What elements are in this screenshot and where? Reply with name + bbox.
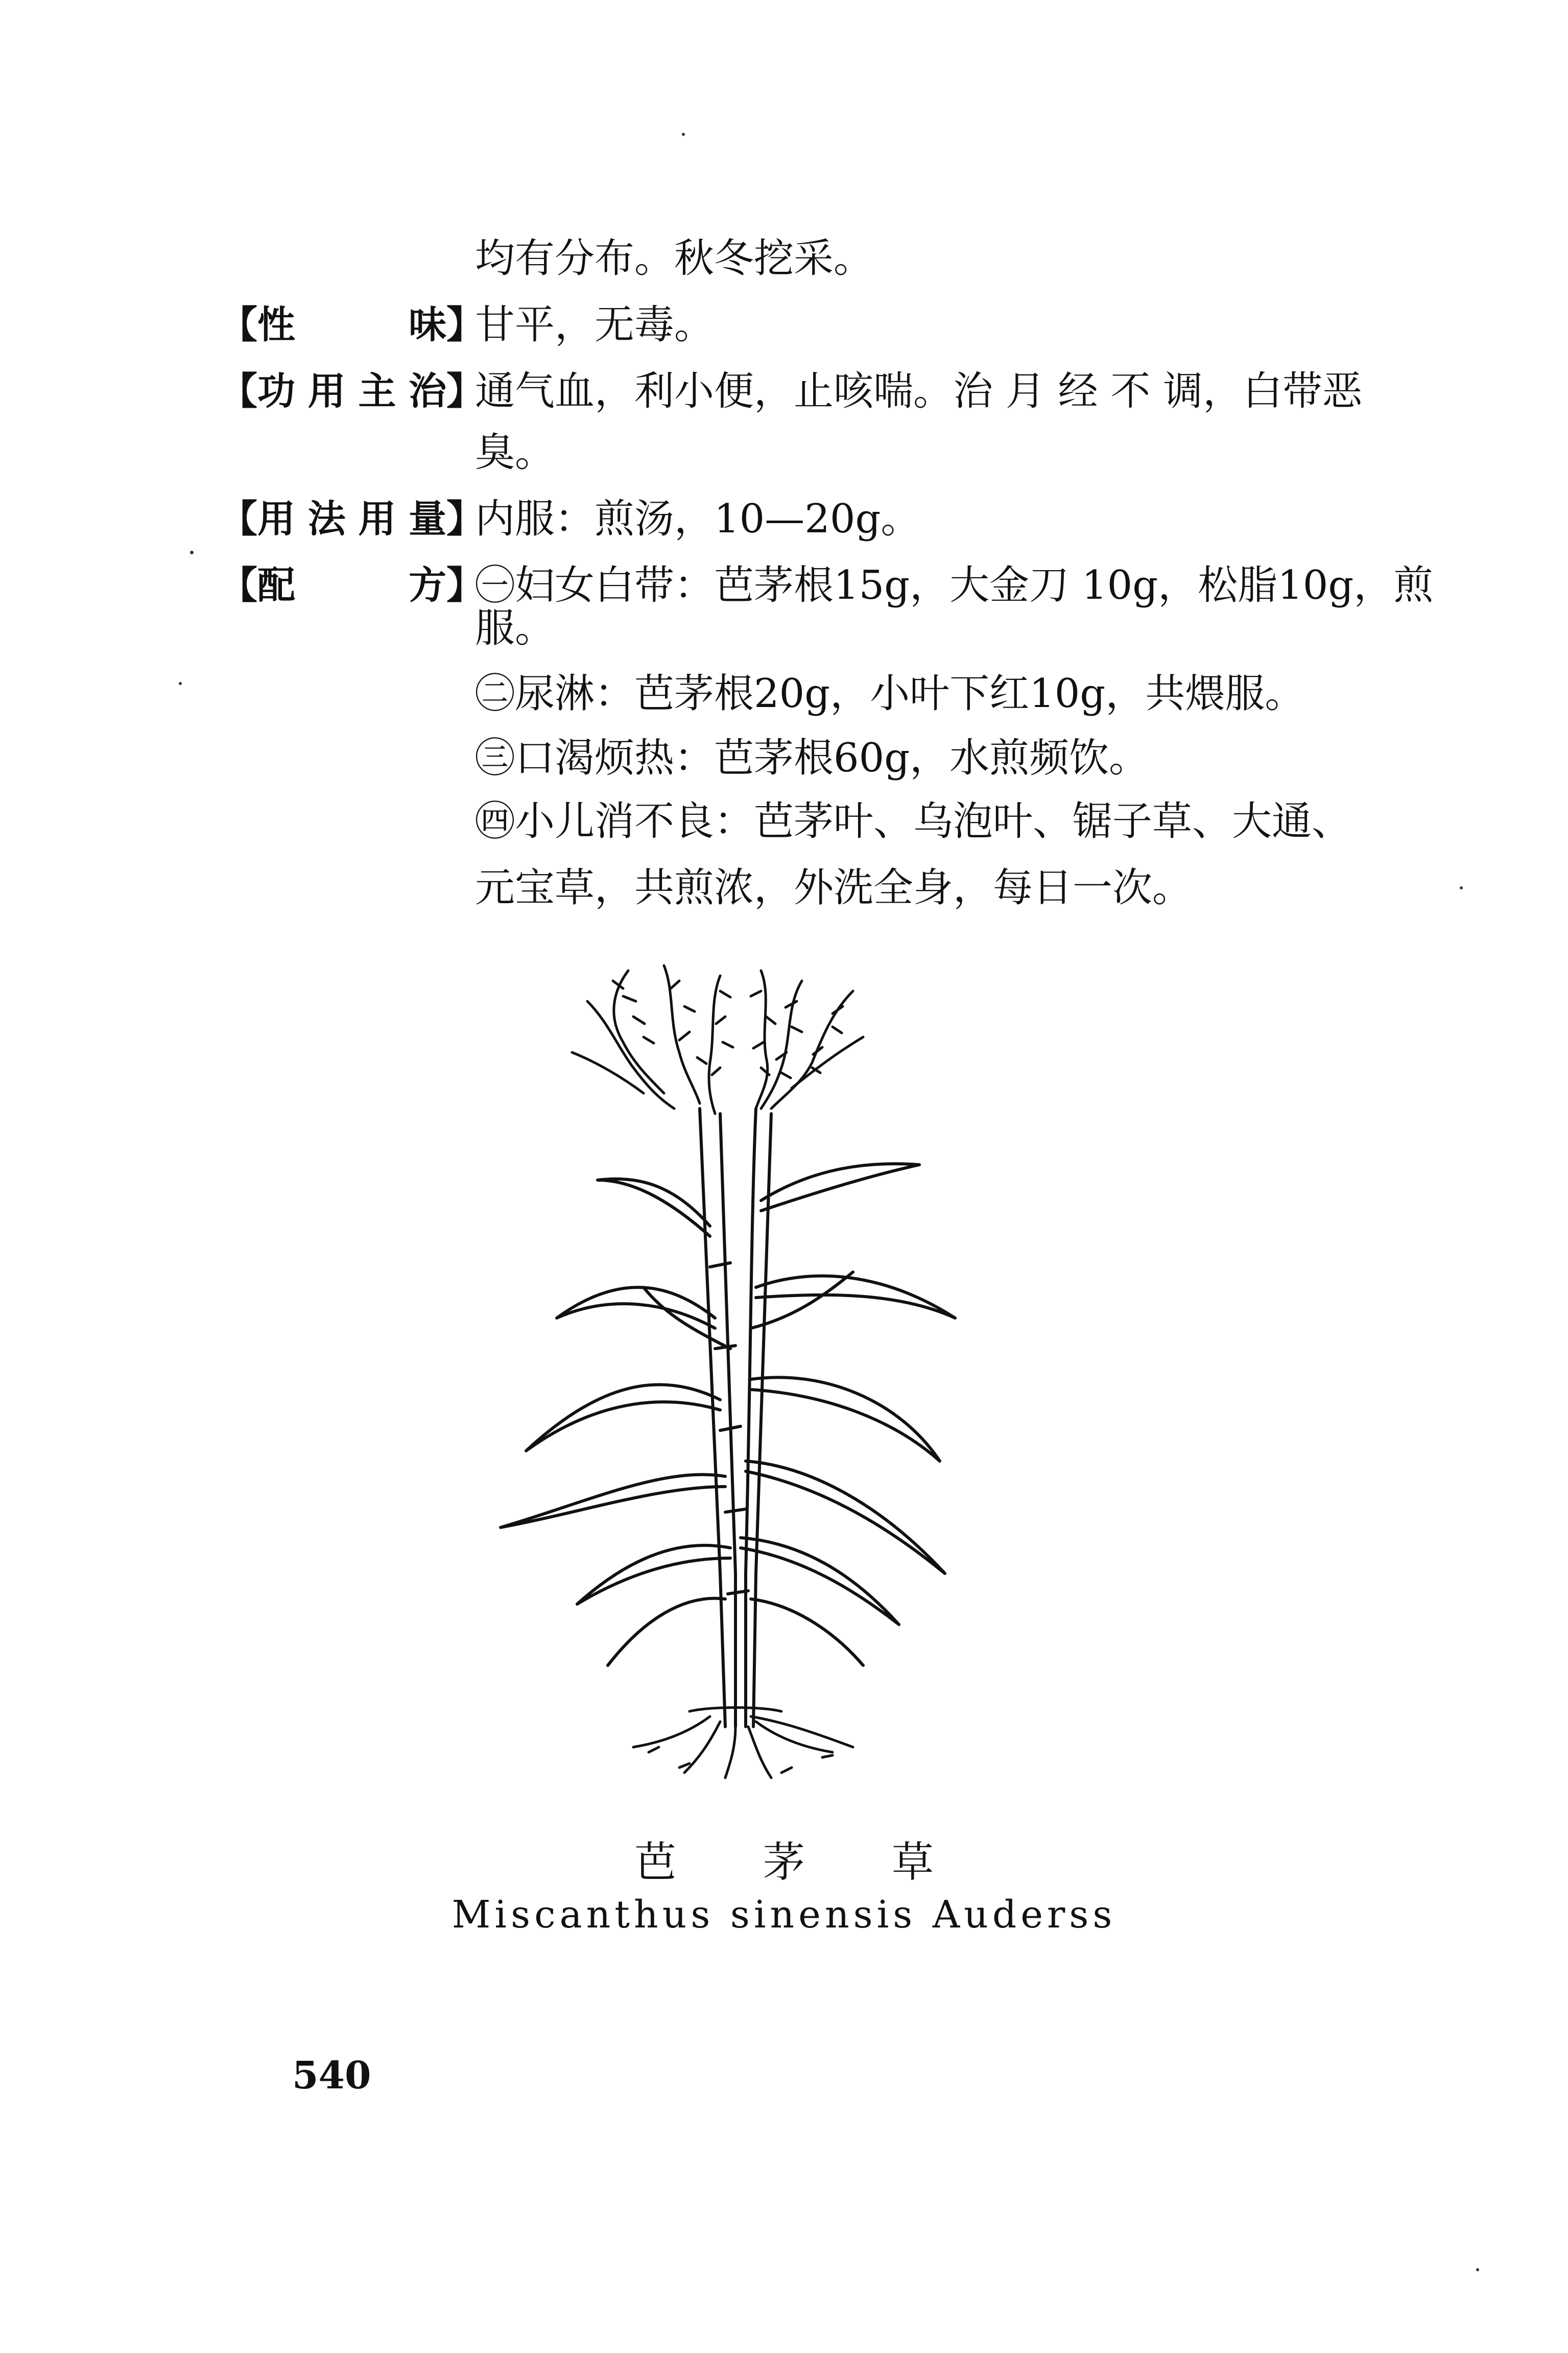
effects-text-line-2: 臭。	[475, 430, 555, 476]
plume-cluster	[572, 966, 863, 1114]
section-label-effects: 【功用主治】	[220, 367, 484, 416]
scan-speck	[179, 682, 182, 685]
roots	[633, 1708, 853, 1778]
formula-line-4: ㊂口渴烦热：芭茅根60g，水煎频饮。	[475, 735, 1149, 781]
flavor-label-text: 性味	[257, 303, 446, 347]
formulas-label-text: 配方	[257, 563, 446, 607]
scan-speck	[682, 133, 685, 136]
formula-line-5: ㊃小儿消不良：芭茅叶、乌泡叶、锯子草、大通、	[475, 798, 1352, 844]
usage-label-text: 用法用量	[257, 497, 446, 541]
formula-line-3: ㊁尿淋：芭茅根20g，小叶下红10g，共煨服。	[475, 671, 1305, 717]
leaves	[501, 1164, 955, 1665]
figure-caption-chinese: 芭茅草	[634, 1838, 1020, 1887]
effects-label-text: 功用主治	[257, 369, 446, 413]
effects-text-line-1: 通气血，利小便，止咳喘。治 月 经 不 调，白带恶	[475, 368, 1363, 414]
figure-caption-latin: Miscanthus sinensis Auderss	[452, 1893, 1116, 1937]
formula-line-1: ㊀妇女白带：芭茅根15g，大金刀 10g，松脂10g，煎	[475, 562, 1434, 608]
scan-speck	[190, 551, 194, 554]
formula-line-2: 服。	[475, 605, 555, 651]
usage-text: 内服：煎汤，10—20g。	[475, 496, 921, 542]
text-line-distribution: 均有分布。秋冬挖采。	[475, 236, 874, 281]
flavor-text: 甘平，无毒。	[475, 302, 715, 348]
section-label-formulas: 【配方】	[220, 561, 484, 610]
scan-speck	[1460, 886, 1463, 889]
section-label-usage: 【用法用量】	[220, 495, 484, 544]
formula-line-6: 元宝草，共煎浓，外洗全身，每日一次。	[475, 865, 1193, 911]
page-number: 540	[292, 2054, 371, 2098]
scan-speck	[1476, 2268, 1479, 2271]
section-label-flavor: 【性味】	[220, 300, 484, 349]
plant-illustration	[495, 960, 1006, 1788]
